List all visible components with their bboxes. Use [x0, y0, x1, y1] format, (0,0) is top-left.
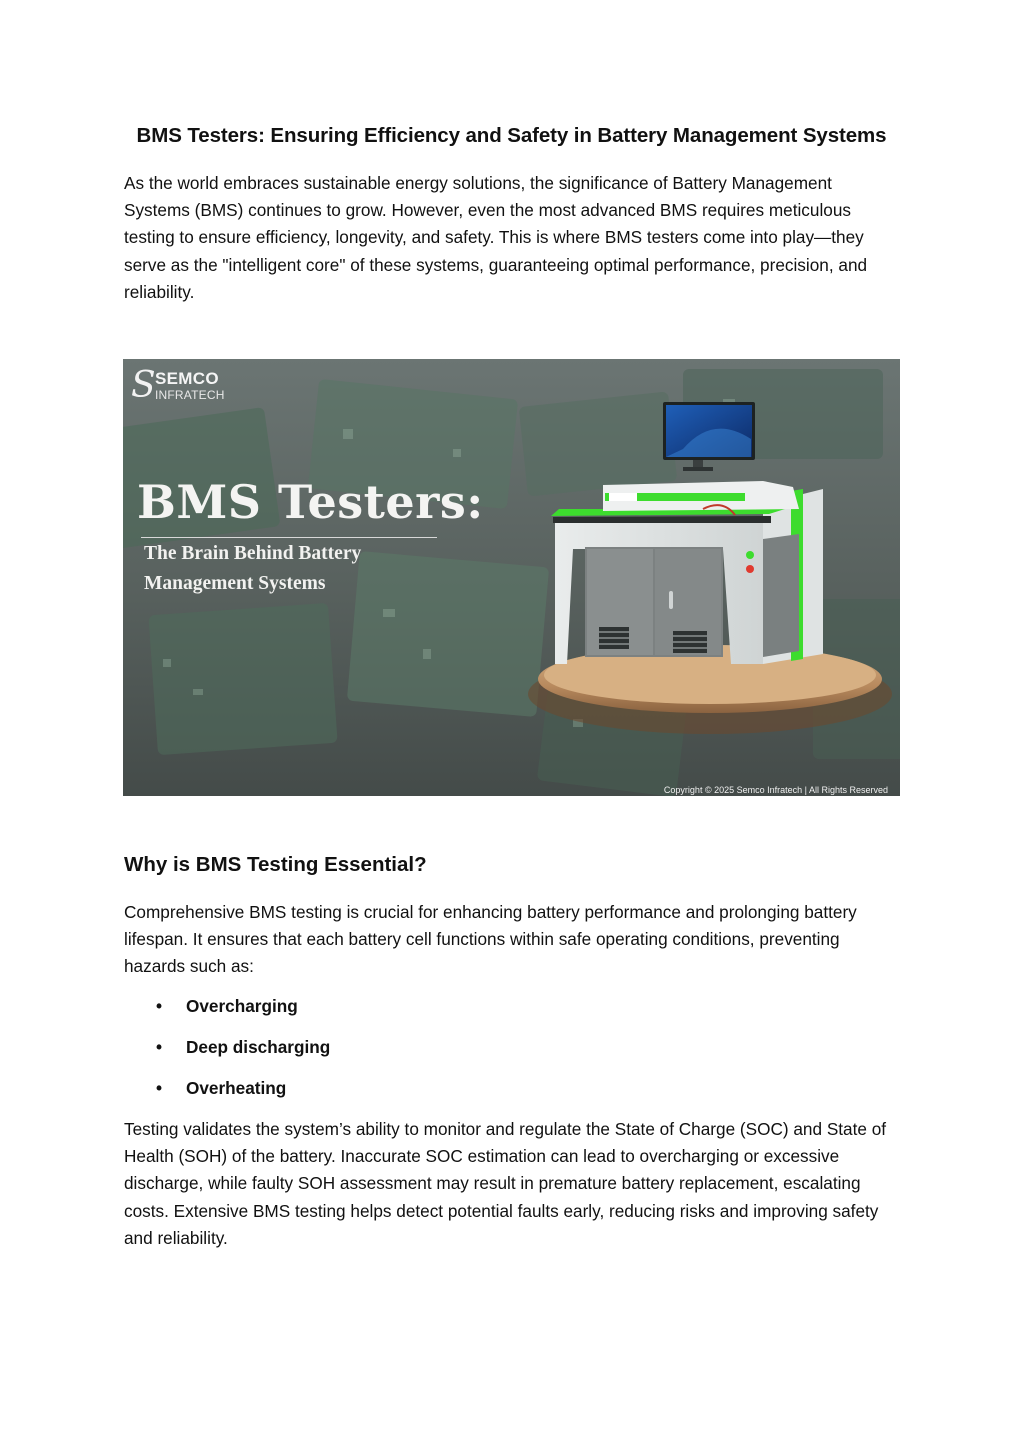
- document-title: BMS Testers: Ensuring Efficiency and Safety in Battery Management Systems: [136, 124, 887, 147]
- list-item: [124, 993, 330, 1034]
- bullet-icon: •: [156, 996, 163, 1016]
- section-paragraph: Comprehensive BMS testing is crucial for enhancing battery performance and prolonging battery lifespan. It ensures that each battery cell functions within safe operating conditions, preventing hazards such as:: [124, 902, 857, 977]
- list-item-label: Overcharging: [186, 996, 298, 1016]
- logo-name: SEMCO: [155, 369, 219, 388]
- logo-sub: INFRATECH: [155, 388, 225, 402]
- list-item: [124, 1075, 330, 1116]
- banner-image: [123, 359, 900, 796]
- bullet-icon: •: [156, 1078, 163, 1098]
- intro-paragraph: As the world embraces sustainable energy solutions, the significance of Battery Management Systems (BMS) continues to grow. However, even the most advanced BMS requires meticulous testing to ensure efficiency, longevity, and safety. This is where BMS testers come into play—they serve as the "intelligent core" of these systems, guaranteeing optimal performance, precision, and reliability.: [124, 173, 868, 302]
- banner-copyright: Copyright © 2025 Semco Infratech | All Rights Reserved: [663, 785, 888, 795]
- list-item: [124, 1034, 330, 1075]
- bullet-icon: •: [156, 1037, 163, 1057]
- banner-subtitle: The Brain Behind Battery Management Systems: [144, 543, 362, 594]
- list-item-label: Overheating: [186, 1078, 287, 1098]
- semco-logo-icon: S: [131, 365, 156, 406]
- section-heading: Why is BMS Testing Essential?: [124, 853, 427, 876]
- banner-divider: [141, 537, 437, 538]
- list-item-label: Deep discharging: [186, 1037, 331, 1057]
- closing-paragraph: Testing validates the system’s ability to monitor and regulate the State of Charge (SOC) and State of Health (SOH) of the battery. Inaccurate SOC estimation can lead to overcharging or excessive discharge, while faulty SOH assessment may result in premature battery replacement, escalating costs. Extensive BMS testing helps detect potential faults early, reducing risks and improving safety and reliability.: [124, 1119, 887, 1248]
- banner-title: BMS Testers:: [137, 475, 484, 529]
- hazard-list: [124, 993, 330, 1116]
